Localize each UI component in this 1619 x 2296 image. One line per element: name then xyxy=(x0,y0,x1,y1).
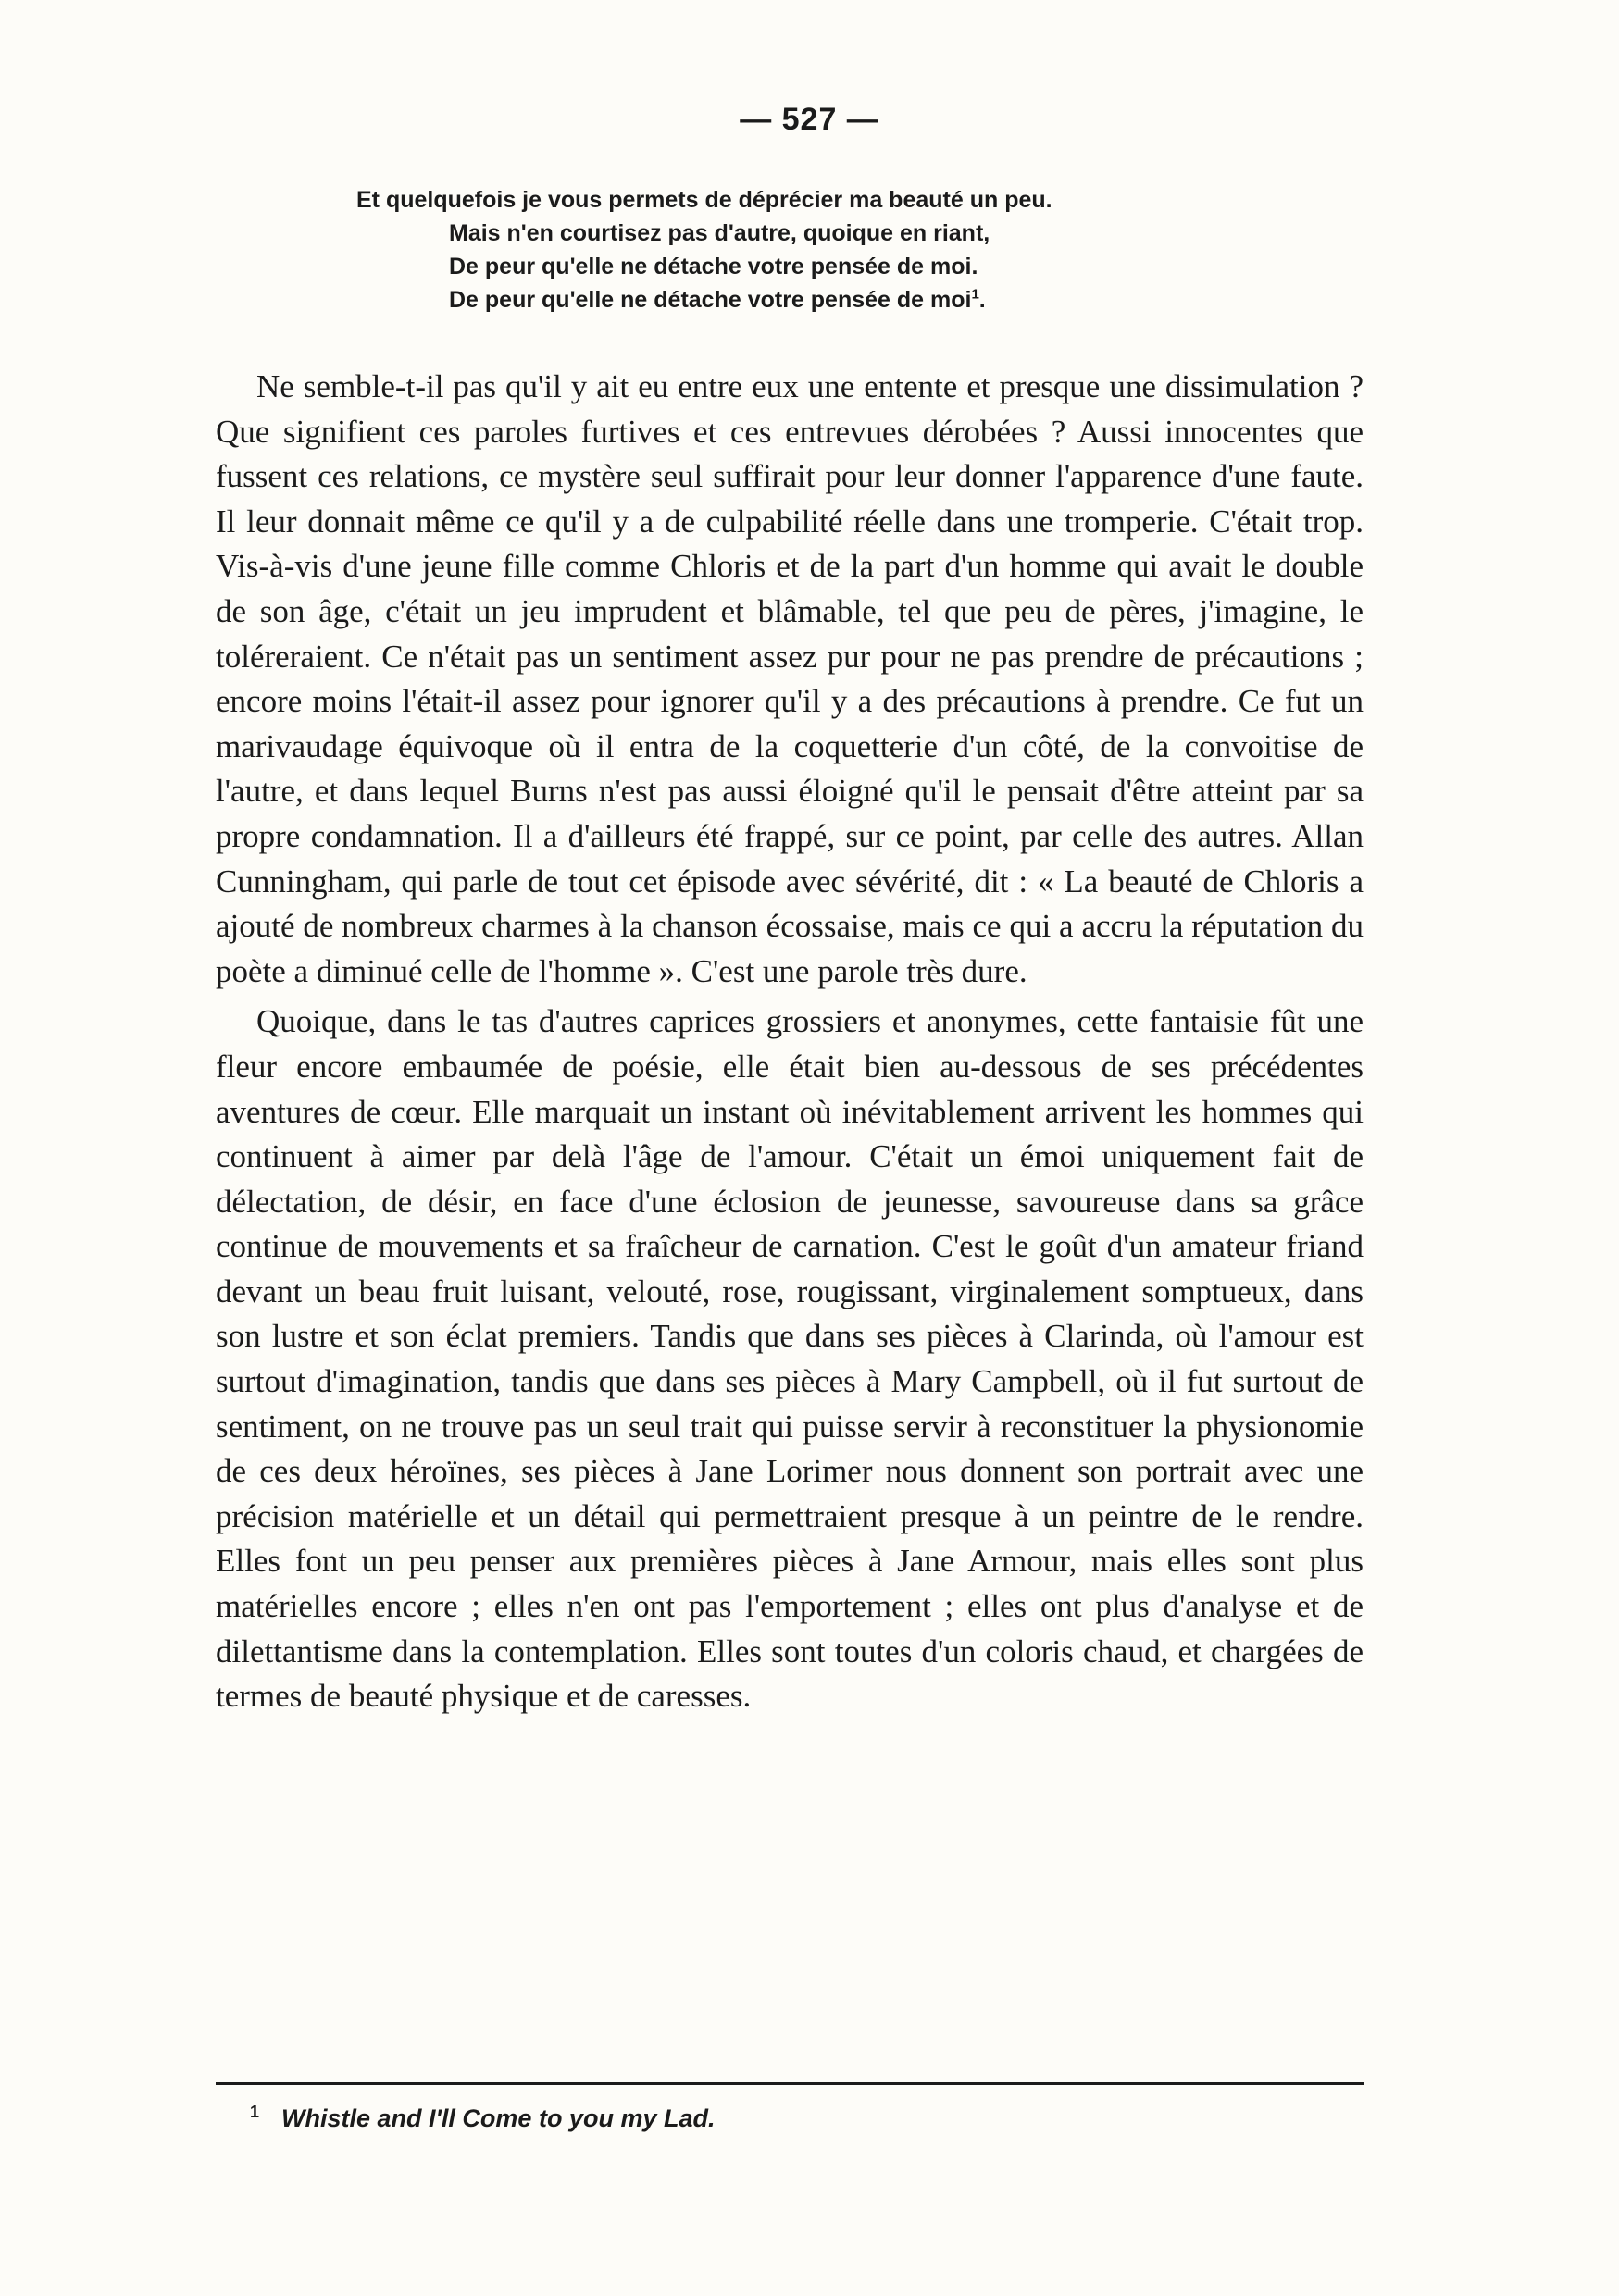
verse-line: Et quelquefois je vous permets de déprécier ma beauté un peu. xyxy=(356,187,1052,213)
body-text xyxy=(216,365,1364,1719)
footnote-reference[interactable]: 1 xyxy=(971,286,979,303)
paragraph: Quoique, dans le tas d'autres caprices grossiers et anonymes, cette fantaisie fût une fleur encore embaumée de poésie, elle était bien au-dessous de ses précédentes aventures de cœur. Elle marquait un instant où inévitablement arrivent les hommes qui continuent à aimer par delà l'âge de l'amour. C'était un émoi uniquement fait de délectation, de désir, en face d'une éclosion de jeunesse, savoureuse dans sa grâce continue de mouvements et sa fraîcheur de carnation. C'est le goût d'un amateur friand devant un beau fruit luisant, velouté, rose, rougissant, virginalement somptueux, dans son lustre et son éclat premiers. Tandis que dans ses pièces à Clarinda, où l'amour est surtout d'imagination, tandis que dans ses pièces à Mary Campbell, où il fut surtout de sentiment, on ne trouve pas un seul trait qui puisse servir à reconstituer la physionomie de ces deux héroïnes, ses pièces à Jane Lorimer nous donnent son portrait avec une précision matérielle et un détail qui permettraient presque à un peintre de le rendre. Elles font un peu penser aux premières pièces à Jane Armour, mais elles sont plus matérielles encore ; elles n'en ont pas l'emportement ; elles ont plus d'analyse et de dilettantisme dans la contemplation. Elles sont toutes d'un coloris chaud, et chargées de termes de beauté physique et de caresses. xyxy=(216,1003,1364,1715)
footnote: 1 Whistle and I'll Come to you my Lad. xyxy=(250,2103,716,2132)
footnote-text: Whistle and I'll Come to you my Lad. xyxy=(281,2104,716,2132)
paragraph: Ne semble-t-il pas qu'il y ait eu entre eux une entente et presque une dissimulation ? Que signifient ces paroles furtives et ces entrevues dérobées ? Aussi innocentes que fussent ces relations, ce mystère seul suffirait pour leur donner l'apparence d'une faute. Il leur donnait même ce qu'il y a de culpabilité réelle dans une tromperie. C'était trop. Vis-à-vis d'une jeune fille comme Chloris et de la part d'un homme qui avait le double de son âge, c'était un jeu imprudent et blâmable, tel que peu de pères, j'imagine, le toléreraient. Ce n'était pas un sentiment assez pur pour ne pas prendre de précautions ; encore moins l'était-il assez pour ignorer qu'il y a des précautions à prendre. Ce fut un marivaudage équivoque où il entra de la coquetterie d'un côté, de la convoitise de l'autre, et dans lequel Burns n'est pas aussi éloigné qu'il le pensait d'être atteint par sa propre condamnation. Il a d'ailleurs été frappé, sur ce point, par celle des autres. Allan Cunningham, qui parle de tout cet épisode avec sévérité, dit : « La beauté de Chloris a ajouté de nombreux charmes à la chanson écossaise, mais ce qui a accru la réputation du poète a diminué celle de l'homme ». C'est une parole très dure. xyxy=(216,368,1364,989)
verse-line-last: De peur qu'elle ne détache votre pensée de moi$^1$. xyxy=(449,286,986,313)
footnote-divider xyxy=(216,2082,1364,2085)
page-number: — 527 — xyxy=(740,102,879,137)
verse-line-text: De peur qu'elle ne détache votre pensée de moi xyxy=(449,287,972,313)
verse-quotation xyxy=(356,183,1282,316)
verse-line: Mais n'en courtisez pas d'autre, quoique en riant, xyxy=(449,220,990,246)
verse-line: De peur qu'elle ne détache votre pensée de moi. xyxy=(449,254,978,279)
